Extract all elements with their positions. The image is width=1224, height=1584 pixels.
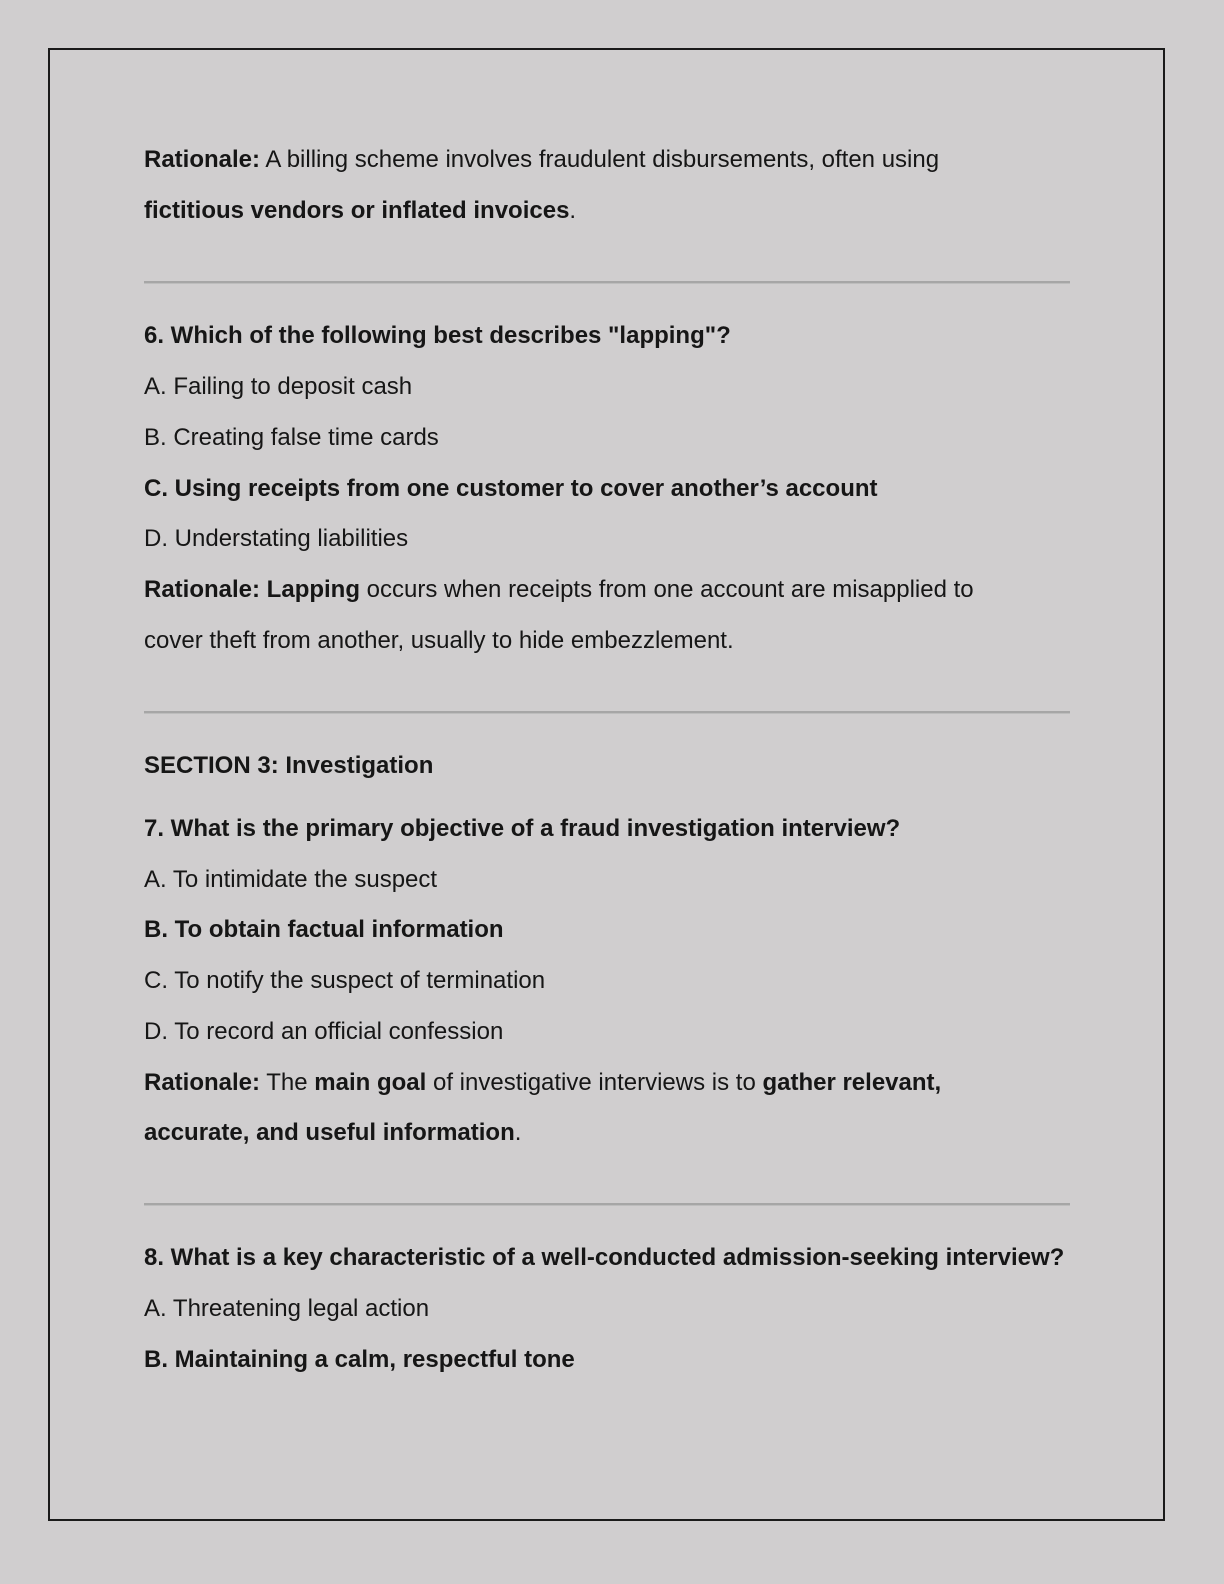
q6-rationale-line-1 [144,575,974,605]
rationale-bold-term: accurate, and useful information [144,1119,515,1146]
q6-rationale-line-2: cover theft from another, usually to hide embezzlement. [144,627,734,654]
q8-option-b-correct: B. Maintaining a calm, respectful tone [144,1346,575,1373]
q8-option-a: A. Threatening legal action [144,1295,430,1322]
q6-option-c-correct: C. Using receipts from one customer to cover another’s account [144,475,878,502]
rationale-label: Rationale: [144,576,261,603]
rationale-bold-text: fictitious vendors or inflated invoices [144,197,570,224]
q7-option-c: C. To notify the suspect of termination [144,967,546,994]
rationale-bold-term: Lapping [260,576,360,603]
rationale-5-line-2 [144,196,576,226]
q7-option-b-correct: B. To obtain factual information [144,916,504,943]
rationale-bold-term: main goal [314,1069,427,1096]
q6-option-b: B. Creating false time cards [144,424,439,451]
rationale-text: The [260,1069,315,1096]
q6-option-a: A. Failing to deposit cash [144,373,413,400]
rationale-text: occurs when receipts from one account are misapplied to [360,576,974,603]
rationale-text: A billing scheme involves fraudulent disbursements, often using [260,146,940,173]
rationale-5-line-1 [144,145,939,175]
separator-rule [144,281,1070,284]
section-3-heading: SECTION 3: Investigation [144,752,434,779]
separator-rule [144,1203,1070,1206]
q7-rationale-line-2 [144,1118,521,1148]
q7-rationale-line-1 [144,1068,941,1098]
separator-rule [144,711,1070,714]
rationale-label: Rationale: [144,146,261,173]
rationale-end: . [569,197,577,224]
question-8: 8. What is a key characteristic of a well-conducted admission-seeking interview? [144,1244,1065,1271]
rationale-label: Rationale: [144,1069,261,1096]
question-6: 6. Which of the following best describes "lapping"? [144,322,731,349]
q6-option-d: D. Understating liabilities [144,525,409,552]
rationale-text: of investigative interviews is to [426,1069,763,1096]
question-7: 7. What is the primary objective of a fraud investigation interview? [144,815,901,842]
q7-option-a: A. To intimidate the suspect [144,866,438,893]
q7-option-d: D. To record an official confession [144,1018,504,1045]
rationale-end: . [514,1119,522,1146]
rationale-bold-term: gather relevant, [762,1069,942,1096]
